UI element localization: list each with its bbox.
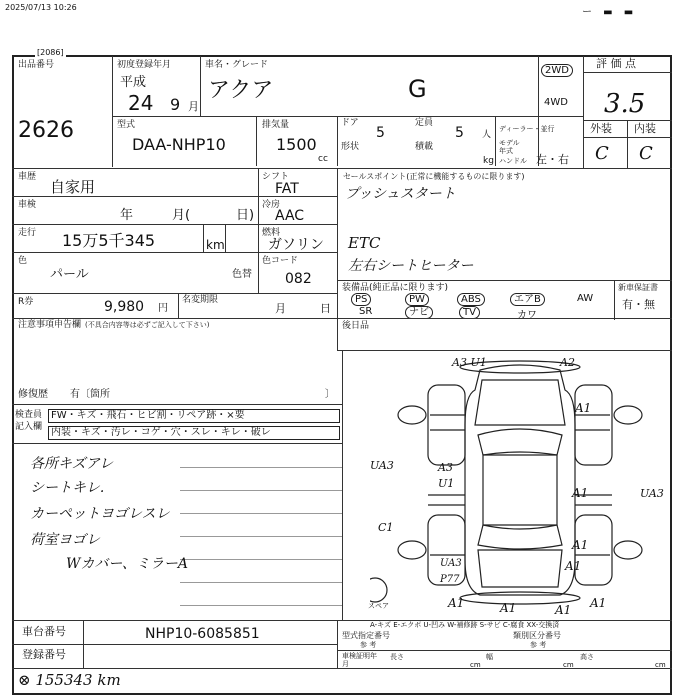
capacity-value: 5 bbox=[455, 125, 464, 141]
damage-mark-3: A1 bbox=[575, 401, 592, 415]
doors-label: ドア bbox=[341, 118, 359, 128]
length-label: 長さ bbox=[390, 653, 404, 661]
load-label: 積載 bbox=[415, 142, 434, 152]
handwritten-line-2: シートキレ. bbox=[30, 480, 105, 496]
mileage-value: 15万5千345 bbox=[62, 231, 156, 250]
listing-code: [2086] bbox=[37, 48, 64, 57]
engine-label: 排気量 bbox=[262, 120, 290, 130]
car-body-outline bbox=[465, 365, 575, 595]
type-approval-label: 型式指定番号 bbox=[342, 631, 390, 640]
name-change-label: 名変期限 bbox=[182, 295, 219, 305]
equipment-label: 装備品(純正品に限ります) bbox=[342, 283, 449, 293]
exterior-label: 外装 bbox=[590, 122, 612, 135]
rear-seat-label: 後日品 bbox=[342, 321, 370, 331]
name-change-day: 日 bbox=[320, 302, 331, 315]
car-front-hood bbox=[475, 380, 565, 425]
damage-mark-14: A1 bbox=[555, 603, 572, 617]
car-windshield bbox=[478, 429, 562, 455]
usage-value: 自家用 bbox=[50, 178, 96, 196]
color-label: 色 bbox=[18, 256, 28, 266]
damage-mark-13: A1 bbox=[500, 601, 517, 615]
model-year-label: モデル年式 bbox=[499, 139, 520, 155]
registration-era: 平成 bbox=[120, 75, 147, 90]
model-label: 型式 bbox=[117, 120, 136, 130]
inspector-label-2: 記入欄 bbox=[15, 422, 43, 432]
class-number-ref: 参 考 bbox=[530, 641, 547, 649]
damage-mark-5: A3 U1 bbox=[438, 461, 455, 490]
new-car-value: 有・無 bbox=[622, 298, 655, 311]
load-unit: kg bbox=[483, 156, 494, 166]
inspector-label-1: 検査員 bbox=[15, 410, 43, 420]
fuel-label: 燃料 bbox=[262, 228, 281, 238]
listing-label: 出品番号 bbox=[18, 60, 55, 70]
sales-point-2: ETC bbox=[348, 234, 381, 252]
damage-mark-8: C1 bbox=[378, 521, 394, 534]
damage-mark-11: A1 bbox=[565, 559, 582, 573]
shape-label: 形状 bbox=[341, 142, 360, 152]
equip-aw: AW bbox=[577, 293, 594, 304]
spare-tire bbox=[370, 578, 387, 602]
length-unit: cm bbox=[470, 661, 481, 669]
registration-year: 24 bbox=[128, 91, 154, 115]
equipment-grid bbox=[345, 293, 611, 319]
equip-leather: カワ bbox=[517, 310, 537, 321]
handle-label: ハンドル bbox=[499, 157, 527, 165]
header-marks: ー ▬ ▬ bbox=[582, 7, 638, 18]
damage-mark-15: A1 bbox=[590, 596, 607, 610]
height-label: 高さ bbox=[580, 653, 594, 661]
interior-value: C bbox=[639, 143, 653, 164]
drive-4wd: 4WD bbox=[544, 97, 568, 108]
height-unit: cm bbox=[655, 661, 666, 669]
model-value: DAA-NHP10 bbox=[132, 135, 226, 154]
doors-value: 5 bbox=[376, 125, 385, 141]
width-label: 幅 bbox=[486, 653, 493, 661]
color-code-value: 082 bbox=[285, 271, 312, 287]
inspector-row-1: FW・キズ・飛石・ヒビ割・リペア跡・×要 bbox=[48, 409, 340, 423]
color-code-label: 色コード bbox=[262, 256, 299, 266]
drive-2wd: 2WD bbox=[541, 64, 573, 77]
equip-ps: PS bbox=[351, 293, 371, 306]
timestamp: 2025/07/13 10:26 bbox=[5, 3, 77, 12]
wheel-left-rear bbox=[398, 541, 426, 559]
car-rear-window bbox=[478, 525, 562, 549]
usage-label: 車歴 bbox=[18, 172, 37, 182]
recycle-value: 9,980 bbox=[104, 299, 145, 315]
bottom-mileage-note: ⊗ 155343 km bbox=[18, 671, 121, 689]
color-value: パール bbox=[50, 267, 89, 282]
equip-tv: TV bbox=[459, 306, 480, 319]
engine-unit: cc bbox=[318, 154, 328, 164]
wheel-right-rear bbox=[614, 541, 642, 559]
handwritten-line-4: 荷室ヨゴレ bbox=[30, 532, 100, 548]
score-label: 評 価 点 bbox=[596, 57, 636, 70]
wheel-left-front bbox=[398, 406, 426, 424]
damage-mark-1: A3 U1 bbox=[452, 356, 487, 369]
notes-label: 注意事項申告欄 bbox=[18, 320, 82, 330]
repair-value: 有〔箇所 bbox=[70, 389, 110, 400]
notes-lines bbox=[180, 445, 342, 620]
ac-label: 冷房 bbox=[262, 200, 281, 210]
spare-label: スペア bbox=[368, 602, 389, 610]
left-front-door-panel bbox=[428, 385, 465, 465]
new-car-label: 新車保証書 bbox=[618, 283, 658, 292]
recycle-unit: 円 bbox=[158, 303, 168, 314]
registration-label: 初度登録年月 bbox=[117, 60, 172, 70]
car-trunk bbox=[478, 550, 562, 587]
recycle-label: R券 bbox=[18, 297, 34, 307]
shift-label: シフト bbox=[262, 172, 290, 182]
damage-mark-6: A1 bbox=[572, 486, 589, 500]
inspection-month: 月( bbox=[172, 208, 191, 223]
color-change-label: 色替 bbox=[232, 269, 252, 280]
inspection-day: 日) bbox=[236, 208, 255, 223]
sales-points-label: セールスポイント(正常に機能するものに限ります) bbox=[343, 172, 525, 181]
sales-point-1: プッシュスタート bbox=[345, 186, 456, 202]
car-roof bbox=[483, 455, 557, 525]
chassis-label: 車台番号 bbox=[22, 625, 66, 638]
registration-month-unit: 月 bbox=[188, 100, 199, 113]
plate-label: 登録番号 bbox=[22, 648, 66, 661]
inspector-row-2: 内装・キズ・汚レ・コゲ・穴・スレ・キレ・破レ bbox=[48, 426, 340, 440]
chassis-value: NHP10-6085851 bbox=[145, 626, 260, 642]
inspection-year: 年 bbox=[120, 208, 134, 223]
registration-month: 9 bbox=[170, 95, 181, 114]
notes-sublabel: (不具合内容等は必ずご記入して下さい) bbox=[85, 321, 210, 329]
equip-abs: ABS bbox=[457, 293, 485, 306]
listing-number: 2626 bbox=[18, 118, 74, 143]
damage-mark-10: UA3 P77 bbox=[440, 558, 462, 585]
damage-mark-9: A1 bbox=[572, 538, 589, 552]
ac-value: AAC bbox=[275, 208, 305, 224]
sales-point-3: 左右シートヒーター bbox=[348, 258, 474, 274]
shift-value: FAT bbox=[275, 181, 299, 197]
wheel-right-front bbox=[614, 406, 642, 424]
damage-mark-4: UA3 bbox=[370, 459, 394, 472]
car-damage-diagram bbox=[370, 355, 670, 617]
fuel-value: ガソリン bbox=[268, 237, 324, 253]
handwritten-line-5: Wカバー、ミラーA bbox=[66, 556, 188, 572]
handwritten-line-3: カーペットヨゴレスレ bbox=[30, 506, 170, 522]
type-approval-ref: 参 考 bbox=[360, 641, 377, 649]
dealer-label: ディーラー・並行 bbox=[499, 125, 555, 133]
inspection-label: 車検 bbox=[18, 200, 37, 210]
class-number-label: 類別区分番号 bbox=[513, 631, 561, 640]
damage-legend: A-キズ E-エクボ U-凹み W-補修跡 S-サビ C-腐食 XX-交換済 bbox=[370, 621, 560, 629]
repair-label: 修復歴 bbox=[18, 389, 48, 400]
capacity-label: 定員 bbox=[415, 118, 434, 128]
vehicle-name: アクア bbox=[208, 78, 274, 103]
vehicle-name-label: 車名・グレード bbox=[205, 60, 269, 70]
equip-navi: ナビ bbox=[405, 306, 433, 319]
damage-mark-7: UA3 bbox=[640, 487, 664, 500]
equip-pw: PW bbox=[405, 293, 429, 306]
handwritten-line-1: 各所キズアレ bbox=[30, 456, 114, 472]
name-change-month: 月 bbox=[275, 302, 286, 315]
damage-mark-12: A1 bbox=[448, 596, 465, 610]
repair-close: 〕 bbox=[325, 389, 335, 400]
exterior-value: C bbox=[595, 143, 609, 164]
score-value: 3.5 bbox=[604, 89, 646, 119]
handle-value: 左・右 bbox=[536, 153, 569, 166]
equip-airbag: エアB bbox=[510, 293, 545, 306]
interior-label: 内装 bbox=[634, 122, 656, 135]
engine-value: 1500 bbox=[276, 135, 317, 154]
capacity-unit: 人 bbox=[482, 130, 492, 140]
width-unit: cm bbox=[563, 661, 574, 669]
mileage-unit: km bbox=[206, 238, 225, 252]
right-front-door-panel bbox=[575, 385, 612, 465]
inspect-cert-label: 車検証明年月 bbox=[342, 652, 377, 668]
damage-mark-2: A2 bbox=[560, 356, 575, 369]
vehicle-grade: G bbox=[408, 75, 427, 103]
mileage-label: 走行 bbox=[18, 228, 37, 238]
equip-sr: SR bbox=[359, 306, 373, 317]
